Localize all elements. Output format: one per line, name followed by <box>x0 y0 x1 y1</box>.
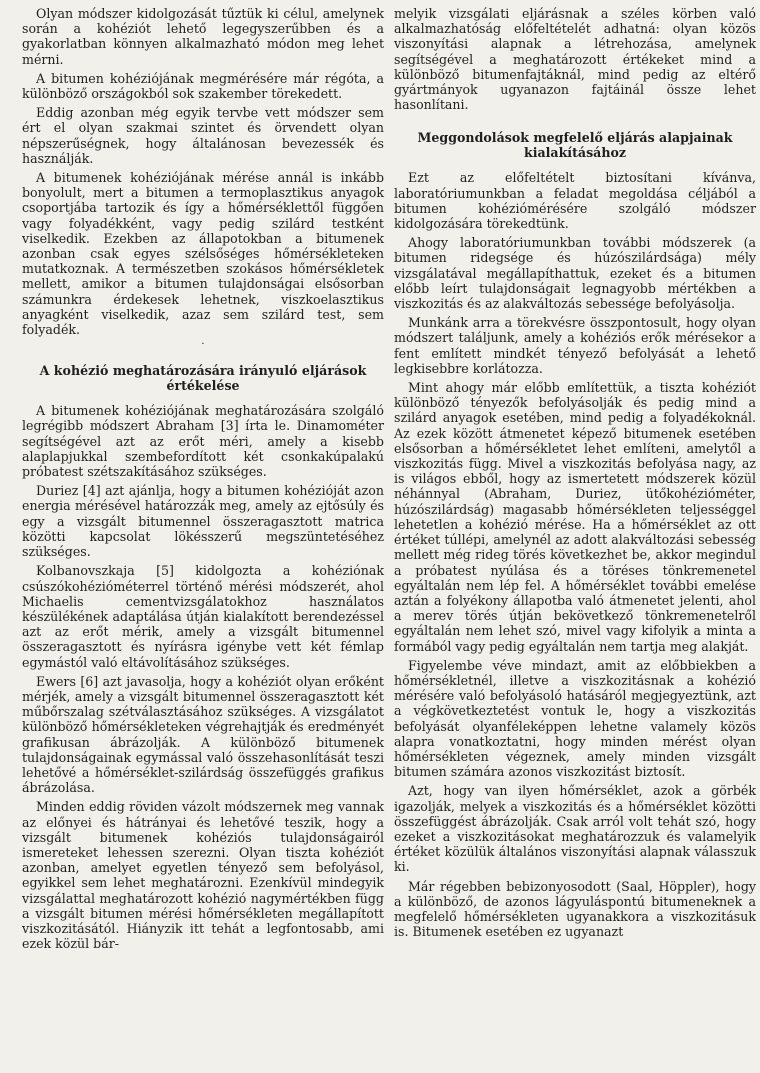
paragraph: Figyelembe véve mindazt, amit az előbbiekben a hőmérsékletnél, illetve a viszkozitásnak a kohézió mérésére való befolyásoló hatásáról megjegyeztünk, azt a végkövetkeztetést vontuk le, hogy a viszkozitás befolyását olyanféleképpen lehetne valamely közös alapra vonatkoztatni, hogy minden mérést olyan hőmérsékleten végeznek, amely minden vizsgált bitumen számára azonos viszkozitást biztosít. <box>394 657 756 780</box>
paragraph: A bitumen kohéziójának megmérésére már régóta, a különböző országokból sok szakember törekedett. <box>22 70 384 102</box>
paragraph: Eddig azonban még egyik tervbe vett módszer sem ért el olyan szakmai szintet és örvendett olyan népszerűségnek, hogy általánosan bevezessék és használják. <box>22 105 384 166</box>
paragraph: A bitumenek kohéziójának meghatározására szolgáló legrégibb módszert Abraham [3] írta le. Dinamométer segítségével azt az erőt méri, amely a kisebb alaplapjukkal szembefordított két csonkakúpalakú próbatest szétszakításához szükséges. <box>22 403 384 480</box>
paragraph: Mint ahogy már előbb említettük, a tiszta kohéziót különböző tényezők befolyásolják és pedig mind a szilárd anyagok esetében, mind pedig a folyadékoknál. Az ezek között átmenetet képező bitumenek esetében elsősorban a hőmérsékletet lehet említeni, amelytől a viszkozitás függ. Mivel a viszkozitás befolyása nagy, az is világos ebből, hogy az ismertetett módszerek közül néhánnyal (Abraham, Duriez, ütőkohézióméter, húzószilárdság) magasabb hőmérsékleten teljességgel lehetetlen a kohézió mérése. Ha a hőmérséklet az ott értéket túllépi, amelynél az adott alakváltozási sebesség mellett még rideg törés következhet be, akkor megindul a próbatest nyúlása és a töréses tönkremenetel egyáltalán nem lép fel. A hőmérséklet további emelése aztán a folyékony állapotba való átmenetet jelenti, ahol a merev törés útján bekövetkező tönkremenetelről egyáltalán nem lehet szó, mivel vagy kifolyik a minta a formából vagy pedig egyáltalán nem tartja meg alakját. <box>394 380 756 654</box>
paragraph: Ahogy laboratóriumunkban további módszerek (a bitumen ridegsége és húzószilárdsága) mély vizsgálatával megállapíthattuk, ezeket és a bitumen előbb leírt tulajdonságait legnagyobb mértékben a viszkozitás és az alakváltozás sebessége befolyásolja. <box>394 235 756 312</box>
heading-line: értékelése <box>166 378 240 394</box>
paragraph: Munkánk arra a törekvésre összpontosult, hogy olyan módszert találjunk, amely a kohéziós erők mérésekor a fent említett mindkét tényező befolyását a lehető legkisebbre korlátozza. <box>394 315 756 376</box>
paragraph: Ezt az előfeltételt biztosítani kívánva, laboratóriumunkban a feladat megoldása céljából a bitumen kohéziómérésére szolgáló módszer kidolgozására törekedtünk. <box>394 170 756 232</box>
paragraph: Olyan módszer kidolgozását tűztük ki célul, amelynek során a kohéziót lehető legegyszerűbben és a gyakorlatban könnyen alkalmazható módon meg lehet mérni. <box>22 6 384 67</box>
right-column <box>394 6 756 943</box>
left-column <box>22 6 384 955</box>
section-heading <box>22 363 384 393</box>
paragraph: Már régebben bebizonyosodott (Saal, Höppler), hogy a különböző, de azonos lágyuláspontú bitumeneknek a megfelelő hőmérsékleten ugyanakkora a viszkozitásuk is. Bitumenek esetében ez ugyanazt <box>394 878 756 940</box>
paragraph: Duriez [4] azt ajánlja, hogy a bitumen kohézióját azon energia mérésével határozzák meg, amely az ejtősúly és egy a vizsgált bitumennel összeragasztott matrica közötti kapcsolat lökésszerű megszüntetéséhez szükséges. <box>22 483 384 560</box>
section-separator: · <box>201 339 205 351</box>
paragraph-continued: melyik vizsgálati eljárásnak a széles körben való alkalmazhatóság előfeltételét adhatná: olyan közös viszonyítási alapnak a létrehozása, amelynek segítségével a meghatározott értékeket mind a különböző bitumenfajtáknál, mind pedig az eltérő gyártmányok ugyanazon fajtáinál össze lehet hasonlítani. <box>394 6 756 113</box>
heading-line: kialakításához <box>523 145 627 161</box>
paragraph: Minden eddig röviden vázolt módszernek meg vannak az előnyei és hátrányai és lehetővé teszik, hogy a vizsgált bitumenek kohéziós tulajdonságairól ismereteket lehessen szerezni. Olyan tiszta kohéziót azonban, amelyet egyetlen tényező sem befolyásol, egyikkel sem lehet meghatározni. Ezenkívül mindegyik vizsgálattal meghatározott kohézió nagymértékben függ a vizsgált bitumen mérési hőmérsékleten megállapított viszkozitásától. Hiányzik itt tehát a legfontosabb, ami ezek közül bár- <box>22 799 384 952</box>
paragraph: Kolbanovszkaja [5] kidolgozta a kohéziónak csúszókohézióméterrel történő mérési módszerét, ahol Michaelis cementvizsgálatokhoz használatos készülékének adaptálása útján kialakított berendezéssel azt az erőt mérik, amely a vizsgált bitumennel összeragasztott és nyírásra igénybe vett két fémlap egymástól való eltávolításához szükséges. <box>22 563 384 670</box>
paragraph: A bitumenek kohéziójának mérése annál is inkább bonyolult, mert a bitumen a termoplasztikus anyagok csoportjába tartozik és így a hőmérséklettől függően vagy folyadékként, vagy pedig szilárd testként viselkedik. Ezekben az állapotokban a bitumenek azonban csak egyes szélsőséges hőmérsékleteken mutatkoznak. A természetben szokásos hőmérsékletek mellett, amikor a bitumen tulajdonságai elsősorban számunkra érdekesek lehetnek, viszkoelasztikus anyagként viselkedik, azaz sem szilárd test, sem folyadék. <box>22 170 384 338</box>
paragraph: Azt, hogy van ilyen hőmérséklet, azok a görbék igazolják, melyek a viszkozitás és a hőmérséklet közötti összefüggést ábrázolják. Csak arról volt tehát szó, hogy ezeket a viszkozitásokat meghatározzuk és valamelyik értéket közülük általános viszonyítási alapnak válasszuk ki. <box>394 783 756 875</box>
section-heading <box>394 130 756 160</box>
heading-line: Meggondolások megfelelő eljárás alapjainak <box>417 130 733 146</box>
paragraph: Ewers [6] azt javasolja, hogy a kohéziót olyan erőként mérjék, amely a vizsgált bitumennel összeragasztott két műbőrszalag szétválasztásához szükséges. A vizsgálatot különböző hőmérsékleteken végrehajtják és eredményét grafikusan ábrázolják. A különböző bitumenek tulajdonságainak egymással való összehasonlítását teszi lehetővé a hőmérséklet-szilárdság összefüggés grafikus ábrázolása. <box>22 673 384 796</box>
heading-line: A kohézió meghatározására irányuló eljárások <box>39 363 367 379</box>
